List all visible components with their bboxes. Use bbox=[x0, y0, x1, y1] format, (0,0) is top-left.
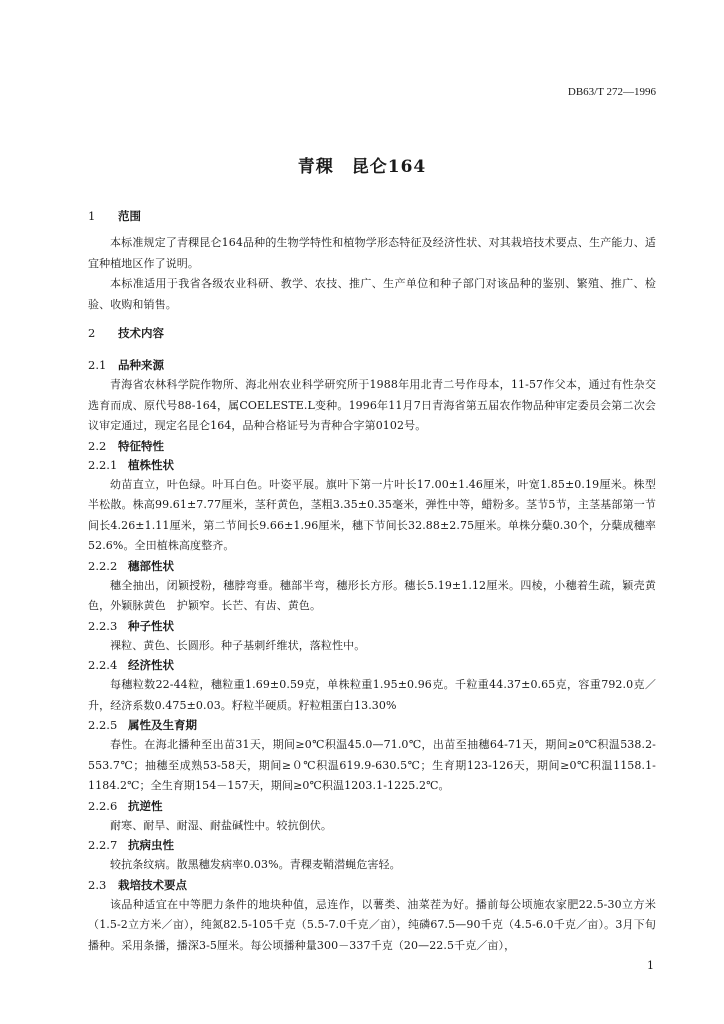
subsubsection-heading bbox=[88, 557, 656, 576]
subsubsection-heading bbox=[88, 617, 656, 636]
section-title: 栽培技术要点 bbox=[118, 877, 187, 892]
paragraph: 本标准规定了青稞昆仑164品种的生物学特性和植物学形态特征及经济性状、对其栽培技术要点、生产能力、适宜种植地区作了说明。 bbox=[88, 236, 656, 270]
paragraph: 耐寒、耐旱、耐湿、耐盐碱性中。较抗倒伏。 bbox=[110, 818, 332, 832]
subsubsection-heading bbox=[88, 797, 656, 816]
section-heading bbox=[88, 208, 656, 225]
section-title: 植株性状 bbox=[128, 457, 174, 472]
paragraph: 每穗粒数22-44粒，穗粒重1.69±0.59克，单株粒重1.95±0.96克。千粒重44.37±0.65克，容重792.0克／升，经济系数0.475±0.03。籽粒半硬质。籽粒粗蛋白13.30% bbox=[88, 678, 656, 712]
section-title: 抗逆性 bbox=[128, 798, 163, 813]
section-number: 2.2.7 bbox=[88, 838, 118, 852]
subsection-heading bbox=[88, 356, 656, 375]
section-number: 2.2.3 bbox=[88, 618, 118, 633]
subsubsection-heading bbox=[88, 456, 656, 475]
section-number: 2.3 bbox=[88, 877, 107, 892]
section-title: 经济性状 bbox=[128, 658, 174, 672]
section-number: 2 bbox=[88, 326, 96, 340]
section-title: 种子性状 bbox=[128, 618, 174, 633]
subsubsection-heading bbox=[88, 836, 656, 855]
paragraph: 春性。在海北播种至出苗31天，期间≥0℃积温45.0—71.0℃，出苗至抽穗64-71天，期间≥0℃积温538.2-553.7℃；抽穗至成熟53-58天，期间≥０℃积温619.9-630.5℃；生育期123-126天，期间≥0℃积温1158.1-1184.2℃；全生育期154－157天，期间≥0℃积温1203.1-1225.2℃。 bbox=[88, 738, 656, 792]
standard-code: DB63/T 272—1996 bbox=[567, 86, 656, 98]
paragraph: 裸粒、黄色、长圆形。种子基刺纤维状，落粒性中。 bbox=[110, 638, 366, 652]
section-number: 2.1 bbox=[88, 358, 107, 372]
paragraph: 穗全抽出，闭颖授粉，穗脖弯垂。穗部半弯，穗形长方形。穗长5.19±1.12厘米。四棱，小穗着生疏，颖壳黄色，外颖脉黄色 护颖窄。长芒、有齿、黄色。 bbox=[88, 578, 656, 612]
section-title: 属性及生育期 bbox=[128, 718, 197, 732]
section-number: 2.2.4 bbox=[88, 658, 118, 672]
section-number: 2.2.2 bbox=[88, 558, 118, 573]
subsection-heading bbox=[88, 437, 656, 456]
paragraph: 该品种适宜在中等肥力条件的地块种值，忌连作，以薯类、油菜茬为好。播前每公顷施农家肥22.5-30立方米（1.5-2立方米／亩），纯氮82.5-105千克（5.5-7.0千克／亩），纯磷67.5—90千克（4.5-6.0千克／亩）。3月下旬播种。采用条播，播深3-5厘米。每公顷播种量300－337千克（20—22.5千克／亩）， bbox=[88, 897, 656, 952]
section-number: 2.2.6 bbox=[88, 798, 118, 813]
subsubsection-heading bbox=[88, 716, 656, 735]
section-title: 特征特性 bbox=[118, 438, 164, 453]
subsubsection-heading bbox=[88, 656, 656, 675]
section-title: 范围 bbox=[118, 209, 141, 223]
paragraph: 较抗条纹病。散黑穗发病率0.03%。青稞麦鞘潜蝇危害轻。 bbox=[110, 858, 401, 871]
paragraph: 本标准适用于我省各级农业科研、教学、农技、推广、生产单位和种子部门对该品种的鉴别、繁殖、推广、检验、收购和销售。 bbox=[88, 277, 656, 311]
section-number: 2.2 bbox=[88, 438, 107, 453]
page-number: 1 bbox=[647, 959, 654, 972]
section-title: 技术内容 bbox=[118, 326, 164, 340]
subsection-heading bbox=[88, 876, 656, 895]
section-title: 穗部性状 bbox=[128, 558, 174, 573]
section-number: 2.2.1 bbox=[88, 457, 118, 472]
document-title: 青稞 昆仑164 bbox=[297, 157, 427, 177]
section-title: 品种来源 bbox=[118, 358, 164, 372]
section-heading bbox=[88, 325, 656, 342]
section-number: 1 bbox=[88, 209, 96, 223]
section-number: 2.2.5 bbox=[88, 718, 118, 732]
paragraph: 幼苗直立，叶色绿。叶耳白色。叶姿平展。旗叶下第一片叶长17.00±1.46厘米，叶宽1.85±0.19厘米。株型半松散。株高99.61±7.77厘米，茎秆黄色，茎粗3.35±0.35毫米，弹性中等，蜡粉多。茎节5节，主茎基部第一节间长4.26±1.11厘米，第二节间长9.66±1.96厘米，穗下节间长32.88±2.75厘米。单株分蘖0.30个，分蘖成穗率52.6%。全田植株高度整齐。 bbox=[88, 477, 656, 552]
paragraph: 青海省农林科学院作物所、海北州农业科学研究所于1988年用北青二号作母本，11-57作父本，通过有性杂交选育而成、原代号88-164，属COELESTE.L变种。1996年11月7日青海省第五届农作物品种审定委员会第二次会议审定通过，现定名昆仑164，品种合格证号为青种合字第0102号。 bbox=[88, 378, 656, 432]
section-title: 抗病虫性 bbox=[128, 838, 174, 852]
document-body bbox=[88, 208, 656, 956]
